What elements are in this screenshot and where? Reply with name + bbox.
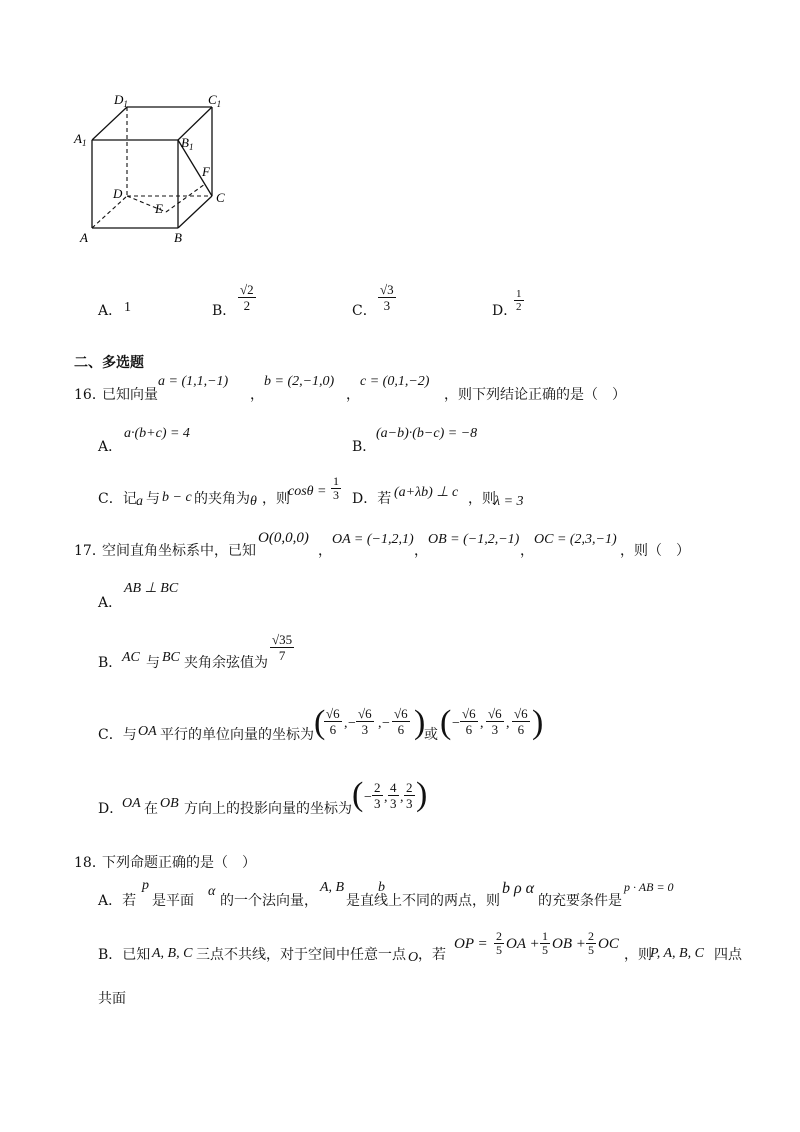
q18-option-a-t3: 是直线: [346, 893, 388, 909]
q17-c-v2-rparen: ): [532, 704, 544, 741]
q16-comma-2: ，: [346, 387, 360, 403]
label-B: B: [174, 230, 182, 245]
q16-vector-c: c = (0,1,−2): [360, 374, 430, 389]
q18-option-b-line2: 共面: [98, 991, 126, 1007]
q17-number: 17．: [74, 543, 106, 559]
q18-option-b-oa: OA +: [506, 936, 540, 952]
q16-option-b-expr: (a−b)·(b−c) = −8: [376, 426, 478, 441]
q15-option-d-fraction: $\frac{1}{2}$: [516, 288, 522, 313]
label-F: F: [202, 164, 210, 179]
q18-option-a-alpha: α: [208, 884, 216, 899]
q16-vector-b: b = (2,−1,0): [264, 374, 335, 389]
q16-option-a-label: A．: [98, 439, 123, 455]
q17-c-v1-frac2: $\frac{√6}{3}$: [358, 706, 372, 737]
q18-option-b-frac3: $\frac{2}{5}$: [588, 929, 594, 957]
q17-d-frac2: $\frac{4}{3}$: [390, 780, 397, 811]
q17-option-c-label: C．与: [98, 727, 137, 743]
q18-option-b-op: OP =: [454, 936, 488, 952]
q17-c-v1-rparen: ): [414, 704, 426, 741]
q17-option-c-or: 或: [424, 727, 438, 743]
q17-option-b-with: 与: [146, 655, 160, 671]
q15-option-b-fraction: $\frac{√2}{2}$: [240, 282, 254, 313]
q16-stem: 已知向量: [102, 387, 158, 403]
section-heading: 二、多选题: [74, 355, 144, 371]
q17-option-c-text: 平行的单位向量的坐标为: [160, 727, 314, 743]
q16-option-c-fraction: $\frac{1}{3}$: [333, 474, 339, 502]
q15-option-c-label: C．: [352, 303, 377, 319]
q16-option-a-expr: a·(b+c) = 4: [124, 426, 190, 441]
q17-option-b-text: 夹角余弦值为: [184, 655, 268, 671]
q16-option-c-bc: b − c: [162, 490, 192, 505]
q17-d-frac3: $\frac{2}{3}$: [406, 780, 413, 811]
q17-c-v2-comma2: ,: [506, 716, 510, 731]
q16-comma-1: ，: [250, 387, 264, 403]
q18-option-b-oc: OC: [598, 936, 619, 952]
q17-vector-ob: OB = (−1,2,−1): [428, 532, 520, 547]
label-C1: $C_1$: [208, 92, 222, 109]
q18-option-a-t2: 的一个法向量，: [220, 893, 318, 909]
q17-vector-oa: OA = (−1,2,1): [332, 532, 414, 547]
q17-c-v1-frac3: $\frac{√6}{6}$: [394, 706, 408, 737]
q17-option-b-bc: BC: [162, 650, 180, 665]
q17-point-o: O(0,0,0): [258, 530, 309, 546]
q16-option-b-label: B．: [352, 439, 377, 455]
q17-c-v2-frac1: $\frac{√6}{6}$: [462, 706, 476, 737]
q18-option-b-frac1: $\frac{2}{5}$: [496, 929, 502, 957]
q16-option-c-a: a: [136, 494, 143, 509]
q17-option-d-ob: OB: [160, 796, 179, 811]
q17-c-v1-frac1: $\frac{√6}{6}$: [326, 706, 340, 737]
label-B1: $B_1$: [181, 135, 194, 152]
q16-stem-tail: ，则下列结论正确的是（ ）: [444, 387, 626, 403]
q16-option-c-with: 与: [146, 491, 160, 507]
q18-option-b-abc: A, B, C: [152, 946, 193, 961]
q15-option-b-label: B．: [212, 303, 237, 319]
q17-c-v2-lparen: (: [440, 704, 452, 741]
q17-comma-3: ，: [520, 543, 534, 559]
q17-option-d-text: 方向上的投影向量的坐标为: [184, 801, 352, 817]
label-C: C: [216, 190, 225, 205]
q17-option-c-oa: OA: [138, 724, 157, 739]
q17-c-v1-minus1: −: [348, 716, 356, 731]
q17-option-b-label: B．: [98, 655, 123, 671]
q16-option-c-then: ，则: [262, 491, 290, 507]
q17-comma-2: ，: [414, 543, 428, 559]
q18-option-b-ob: OB +: [552, 936, 586, 952]
q17-option-d-oa: OA: [122, 796, 141, 811]
q16-option-c-angle: 的夹角为: [194, 491, 250, 507]
q18-option-b-t1: 三点不共线，对于空间中任意一点: [196, 947, 406, 963]
q18-stem: 下列命题正确的是（ ）: [102, 855, 256, 871]
q18-option-b-o: O: [408, 950, 419, 965]
q17-d-rparen: ): [416, 776, 428, 813]
q18-option-a-p: p: [142, 878, 149, 893]
q17-option-b-fraction: $\frac{√35}{7}$: [272, 632, 293, 663]
q17-c-v2-minus: −: [452, 716, 460, 731]
q17-option-a-label: A．: [98, 595, 123, 611]
q17-c-v1-minus2: −: [382, 716, 390, 731]
q17-d-comma2: ,: [400, 790, 404, 805]
q17-d-frac1: $\frac{2}{3}$: [374, 780, 381, 811]
q17-option-b-ac: AC: [122, 650, 140, 665]
q17-c-v1-comma2: ,: [378, 716, 382, 731]
q16-option-d-val: λ = 3: [494, 494, 524, 509]
q18-number: 18．: [74, 855, 106, 871]
q17-stem: 空间直角坐标系中，已知: [102, 543, 256, 559]
q17-c-v2-comma1: ,: [480, 716, 484, 731]
q18-option-b-frac2: $\frac{1}{5}$: [542, 929, 548, 957]
q18-option-a-expr: p · AB = 0: [624, 880, 674, 894]
q18-option-a-b: b: [378, 880, 385, 895]
q18-option-a-label: A．若: [98, 893, 137, 909]
q15-option-c-fraction: $\frac{√3}{3}$: [380, 282, 394, 313]
q17-option-d-label: D．: [98, 801, 124, 817]
q18-option-b-pabc: P, A, B, C: [650, 946, 704, 961]
label-A1: $A_1$: [74, 131, 87, 148]
q18-option-b-t4: 四点: [714, 947, 742, 963]
q17-stem-tail: ，则（ ）: [620, 543, 690, 559]
q18-option-a-cond: b ρ α: [502, 880, 535, 897]
label-A: A: [80, 230, 88, 245]
q17-comma-1: ，: [318, 543, 332, 559]
q15-option-d-label: D．: [492, 303, 518, 319]
label-D: D: [113, 186, 123, 201]
q16-number: 16．: [74, 387, 106, 403]
q17-d-lparen: (: [352, 776, 364, 813]
q18-option-b-t3: ，则: [624, 947, 652, 963]
q17-c-v1-lparen: (: [314, 704, 326, 741]
label-E: E: [155, 201, 163, 216]
label-D1: $D_1$: [114, 92, 128, 109]
q18-option-b-t2: ，若: [418, 947, 446, 963]
q18-option-a-t4: 上不同的两点，则: [388, 893, 500, 909]
q16-option-c-theta: θ: [250, 494, 257, 509]
cube-figure: [70, 90, 240, 250]
q16-option-c-cos: cosθ =: [288, 484, 327, 499]
q17-option-d-at: 在: [144, 801, 158, 817]
q18-option-b-label: B．已知: [98, 947, 151, 963]
q18-option-a-t1: 是平面: [152, 893, 194, 909]
q16-option-d-expr: (a+λb) ⊥ c: [394, 485, 459, 500]
q17-d-comma1: ,: [384, 790, 388, 805]
q17-vector-oc: OC = (2,3,−1): [534, 532, 617, 547]
q17-c-v1-comma1: ,: [344, 716, 348, 731]
q17-d-minus: −: [364, 790, 372, 805]
q17-c-v2-frac3: $\frac{√6}{6}$: [514, 706, 528, 737]
q16-option-d-label: D．若: [352, 491, 392, 507]
q18-option-a-t5: 的充要条件是: [538, 893, 622, 909]
q18-option-a-ab: A, B: [320, 880, 345, 895]
q16-vector-a: a = (1,1,−1): [158, 374, 229, 389]
q17-c-v2-frac2: $\frac{√6}{3}$: [488, 706, 502, 737]
q16-option-d-then: ，则: [468, 491, 496, 507]
q15-option-a-value: 1: [124, 300, 131, 315]
q15-option-a-label: A．: [98, 303, 123, 319]
q16-option-c-label: C．记: [98, 491, 137, 507]
q17-option-a-expr: AB ⊥ BC: [124, 581, 179, 596]
